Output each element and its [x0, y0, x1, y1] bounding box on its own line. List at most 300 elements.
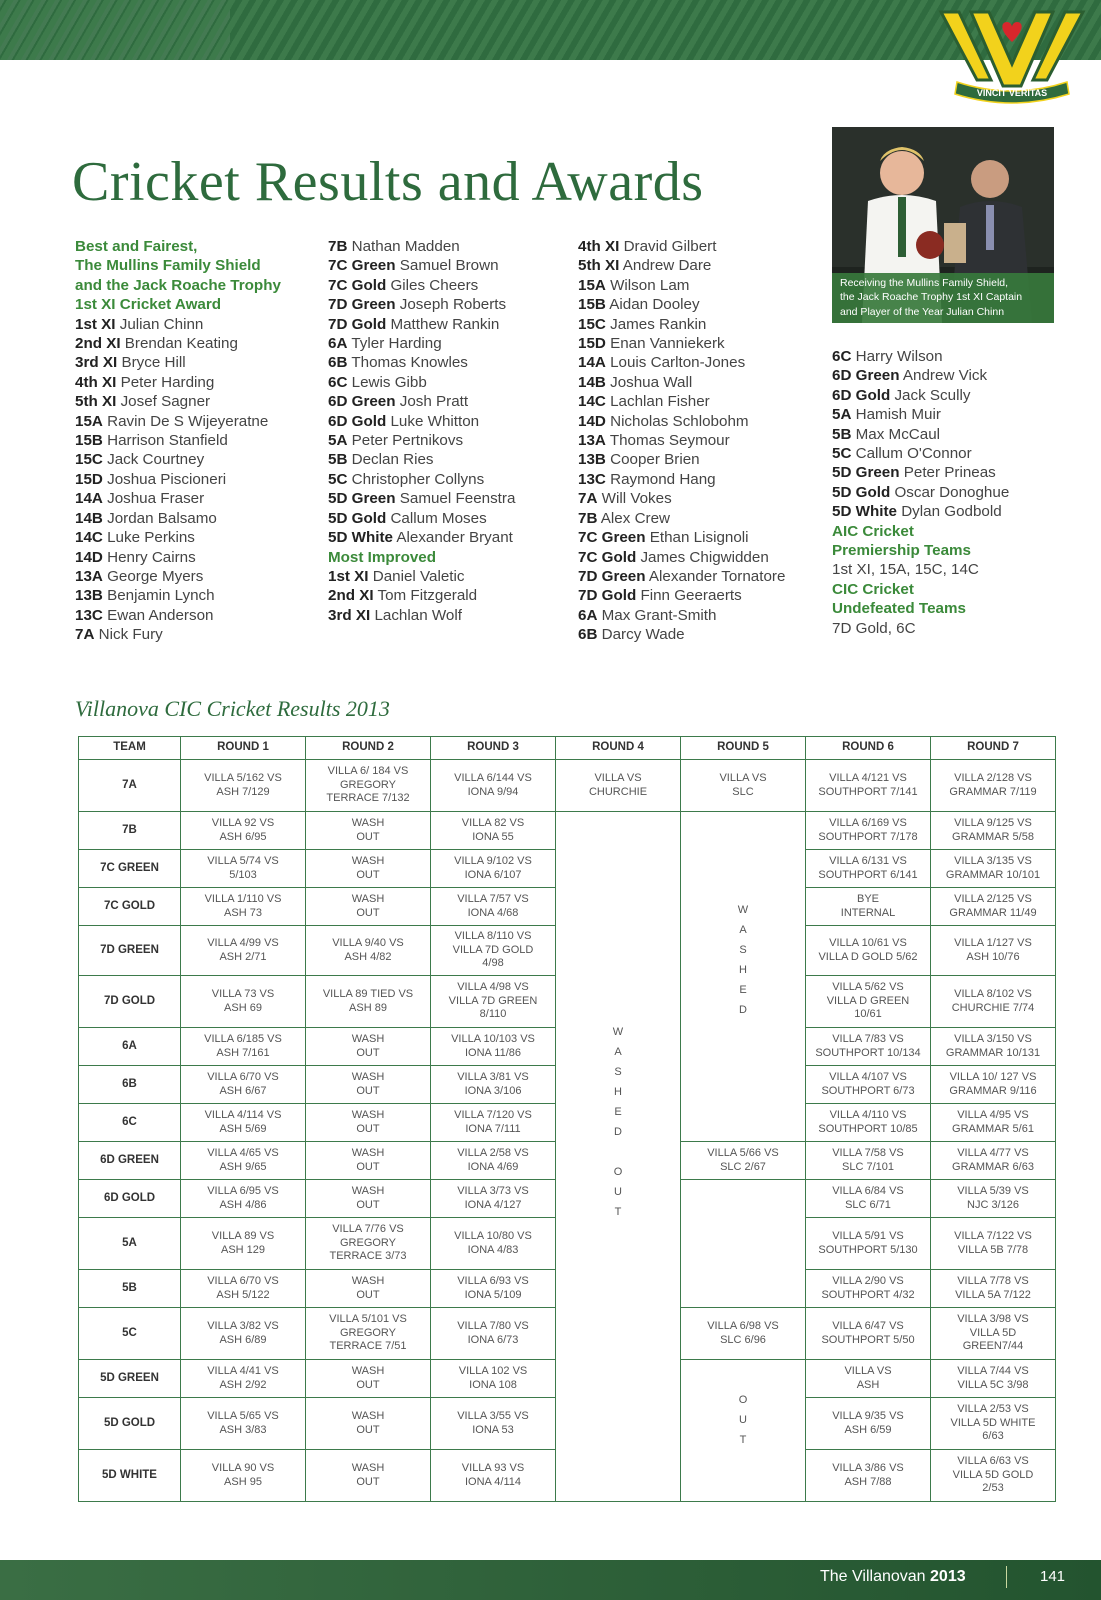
award-name: Callum Moses	[386, 509, 487, 527]
award-team: 5D White	[832, 503, 897, 521]
award-name: Nick Fury	[94, 626, 163, 644]
result-cell: VILLA 6/70 VS ASH 5/122	[181, 1270, 306, 1308]
table-row	[79, 812, 1056, 850]
award-list	[832, 347, 1009, 522]
award-row	[75, 586, 281, 605]
award-row	[75, 431, 281, 450]
award-row	[578, 392, 785, 411]
result-cell: VILLA 4/77 VS GRAMMAR 6/63	[931, 1142, 1056, 1180]
team-cell: 5A	[79, 1218, 181, 1270]
award-name: Dravid Gilbert	[619, 238, 717, 255]
team-cell: 6B	[79, 1066, 181, 1104]
empty-round5-cell	[681, 1180, 806, 1308]
award-name: Harry Wilson	[851, 348, 943, 365]
award-team: 3rd XI	[328, 606, 371, 624]
cic-heading: Undefeated Teams	[832, 600, 966, 618]
result-cell: VILLA 10/103 VS IONA 11/86	[431, 1028, 556, 1066]
award-team: 14A	[75, 490, 103, 508]
column-header: ROUND 7	[931, 737, 1056, 760]
award-list	[75, 315, 281, 645]
award-name: Lachlan Wolf	[370, 606, 462, 624]
aic-heading: AIC Cricket	[832, 522, 914, 540]
result-cell: VILLA 92 VS ASH 6/95	[181, 812, 306, 850]
vertical-letter: H	[614, 1086, 622, 1098]
team-cell: 7D GREEN	[79, 926, 181, 976]
result-cell: VILLA 90 VS ASH 95	[181, 1450, 306, 1502]
result-cell: VILLA 4/121 VS SOUTHPORT 7/141	[806, 760, 931, 812]
award-team: 5D Green	[832, 464, 900, 482]
caption-line: the Jack Roache Trophy 1st XI Captain	[840, 291, 1023, 303]
award-team: 7C Green	[328, 257, 396, 275]
award-name: Peter Prineas	[899, 464, 996, 482]
photo-caption	[832, 273, 1054, 324]
award-name: Tom Fitzgerald	[373, 587, 478, 605]
school-crest-logo	[937, 2, 1087, 106]
column-header: ROUND 6	[806, 737, 931, 760]
team-cell: 5D GREEN	[79, 1360, 181, 1398]
vertical-letter: U	[739, 1414, 747, 1426]
award-team: 7D Gold	[328, 315, 387, 333]
result-cell: VILLA 7/44 VS VILLA 5C 3/98	[931, 1360, 1056, 1398]
award-team: 4th XI	[578, 238, 620, 255]
award-team: 15D	[75, 470, 103, 488]
award-row	[578, 412, 785, 431]
award-name: Aidan Dooley	[605, 296, 700, 314]
result-cell: VILLA 6/169 VS SOUTHPORT 7/178	[806, 812, 931, 850]
award-team: 5B	[832, 425, 852, 443]
result-cell: VILLA 2/90 VS SOUTHPORT 4/32	[806, 1270, 931, 1308]
award-name: Luke Whitton	[386, 412, 480, 430]
result-cell: VILLA 4/95 VS GRAMMAR 5/61	[931, 1104, 1056, 1142]
award-team: 5D Green	[328, 490, 396, 508]
award-name: Samuel Feenstra	[395, 490, 516, 508]
result-cell: VILLA 2/53 VS VILLA 5D WHITE 6/63	[931, 1398, 1056, 1450]
washed-out-round4	[556, 812, 681, 1502]
award-row	[75, 392, 281, 411]
award-team: 6B	[578, 626, 598, 644]
award-name: Hamish Muir	[851, 406, 941, 424]
result-cell: WASH OUT	[306, 1450, 431, 1502]
team-cell: 6C	[79, 1104, 181, 1142]
caption-line: Receiving the Mullins Family Shield,	[840, 276, 1009, 289]
vertical-letter: O	[738, 1394, 748, 1406]
team-cell: 5B	[79, 1270, 181, 1308]
result-cell: VILLA 82 VS IONA 55	[431, 812, 556, 850]
vertical-letter: W	[612, 1026, 624, 1038]
award-team: 14A	[578, 354, 606, 372]
vertical-letter: E	[614, 1106, 622, 1118]
result-cell: VILLA 8/102 VS CHURCHIE 7/74	[931, 976, 1056, 1028]
award-name: Andrew Vick	[899, 367, 988, 385]
award-row	[328, 509, 515, 528]
award-name: Nicholas Schlobohm	[605, 412, 749, 430]
award-team: 5C	[832, 445, 852, 463]
award-team: 7B	[578, 509, 598, 527]
vertical-letter: E	[739, 984, 747, 996]
award-name: George Myers	[102, 567, 204, 585]
award-team: 2nd XI	[75, 335, 121, 353]
result-cell: VILLA 6/93 VS IONA 5/109	[431, 1270, 556, 1308]
team-cell: 7C GREEN	[79, 850, 181, 888]
result-cell: VILLA 7/58 VS SLC 7/101	[806, 1142, 931, 1180]
award-name: Luke Perkins	[102, 529, 195, 547]
page-number: 141	[1040, 1568, 1066, 1585]
award-team: 13B	[578, 451, 606, 469]
award-row	[328, 431, 515, 450]
award-name: Joshua Wall	[605, 373, 693, 391]
award-team: 6D Green	[328, 393, 396, 411]
result-cell: VILLA 3/150 VS GRAMMAR 10/131	[931, 1028, 1056, 1066]
result-cell: VILLA 6/144 VS IONA 9/94	[431, 760, 556, 812]
award-team: 15A	[578, 276, 606, 294]
footer-publication	[820, 1568, 966, 1586]
team-cell: 6A	[79, 1028, 181, 1066]
result-cell: VILLA 2/58 VS IONA 4/69	[431, 1142, 556, 1180]
result-cell: VILLA 7/76 VS GREGORY TERRACE 3/73	[306, 1218, 431, 1270]
result-cell: VILLA 93 VS IONA 4/114	[431, 1450, 556, 1502]
result-cell: VILLA 5/65 VS ASH 3/83	[181, 1398, 306, 1450]
award-name: Lachlan Fisher	[605, 393, 710, 411]
award-team: 6D Gold	[328, 412, 387, 430]
award-team: 7C Gold	[578, 548, 637, 566]
award-team: 5C	[328, 470, 348, 488]
result-cell: VILLA 4/107 VS SOUTHPORT 6/73	[806, 1066, 931, 1104]
result-cell: VILLA VS CHURCHIE	[556, 760, 681, 812]
result-cell: BYE INTERNAL	[806, 888, 931, 926]
award-name: Will Vokes	[597, 490, 672, 508]
result-cell: VILLA 6/131 VS SOUTHPORT 6/141	[806, 850, 931, 888]
award-row	[578, 470, 785, 489]
award-row	[578, 353, 785, 372]
award-list	[328, 237, 515, 548]
result-cell: WASH OUT	[306, 1398, 431, 1450]
result-cell: VILLA 6/185 VS ASH 7/161	[181, 1028, 306, 1066]
award-list	[578, 237, 785, 645]
award-name: Bryce Hill	[117, 354, 186, 372]
award-row	[832, 386, 1009, 405]
result-cell: VILLA 9/125 VS GRAMMAR 5/58	[931, 812, 1056, 850]
result-cell: VILLA 7/57 VS IONA 4/68	[431, 888, 556, 926]
award-name: Ewan Anderson	[102, 606, 214, 624]
result-cell: VILLA 3/86 VS ASH 7/88	[806, 1450, 931, 1502]
award-row	[832, 463, 1009, 482]
result-cell: VILLA VS ASH	[806, 1360, 931, 1398]
result-cell: VILLA 3/73 VS IONA 4/127	[431, 1180, 556, 1218]
award-row	[328, 606, 515, 625]
result-cell: VILLA 89 TIED VS ASH 89	[306, 976, 431, 1028]
result-cell: VILLA 5/66 VS SLC 2/67	[681, 1142, 806, 1180]
aic-teams: 1st XI, 15A, 15C, 14C	[832, 561, 979, 579]
result-cell: VILLA 3/82 VS ASH 6/89	[181, 1308, 306, 1360]
result-cell: VILLA 4/98 VS VILLA 7D GREEN 8/110	[431, 976, 556, 1028]
award-name: Ravin De S Wijeyeratne	[102, 412, 269, 430]
best-fairest-heading: and the Jack Roache Trophy	[75, 276, 281, 294]
award-row	[832, 483, 1009, 502]
award-team: 15B	[578, 296, 606, 314]
award-team: 13C	[578, 470, 606, 488]
award-name: Darcy Wade	[597, 626, 685, 644]
result-cell: VILLA 5/62 VS VILLA D GREEN 10/61	[806, 976, 931, 1028]
award-name: Max Grant-Smith	[597, 606, 717, 624]
award-team: 5D White	[328, 529, 393, 547]
award-team: 7C Green	[578, 529, 646, 547]
award-row	[75, 625, 281, 644]
team-cell: 7D GOLD	[79, 976, 181, 1028]
award-name: Enan Vanniekerk	[605, 335, 725, 353]
award-team: 5D Gold	[328, 509, 387, 527]
column-header: ROUND 4	[556, 737, 681, 760]
cic-heading: CIC Cricket	[832, 580, 914, 598]
result-cell: WASH OUT	[306, 1180, 431, 1218]
result-cell: WASH OUT	[306, 1270, 431, 1308]
award-name: Jordan Balsamo	[102, 509, 217, 527]
result-cell: VILLA 9/35 VS ASH 6/59	[806, 1398, 931, 1450]
award-name: Thomas Seymour	[605, 432, 730, 450]
award-name: Ethan Lisignoli	[645, 529, 749, 547]
award-row	[832, 502, 1009, 521]
award-row	[578, 256, 785, 275]
result-cell: VILLA 3/55 VS IONA 53	[431, 1398, 556, 1450]
header-band	[0, 0, 1101, 60]
header-hatch	[0, 0, 230, 60]
award-name: Louis Carlton-Jones	[605, 354, 746, 372]
result-cell: VILLA 10/61 VS VILLA D GOLD 5/62	[806, 926, 931, 976]
most-improved-heading: Most Improved	[328, 548, 437, 566]
award-team: 6D Green	[832, 367, 900, 385]
award-team: 15C	[75, 451, 103, 469]
award-team: 14D	[75, 548, 103, 566]
award-row	[75, 509, 281, 528]
table-row	[79, 760, 1056, 812]
team-cell: 7A	[79, 760, 181, 812]
award-row	[75, 412, 281, 431]
award-row	[75, 450, 281, 469]
result-cell: VILLA 5/101 VS GREGORY TERRACE 7/51	[306, 1308, 431, 1360]
logo-motto: VINCIT VERITAS	[976, 88, 1048, 98]
award-name: Josh Pratt	[395, 393, 469, 411]
vertical-letter: D	[614, 1126, 622, 1138]
award-row	[328, 450, 515, 469]
result-cell: VILLA 7/78 VS VILLA 5A 7/122	[931, 1270, 1056, 1308]
column-header: ROUND 5	[681, 737, 806, 760]
award-row	[578, 528, 785, 547]
award-team: 14C	[75, 529, 103, 547]
vertical-letter: A	[739, 924, 747, 936]
award-name: Callum O'Connor	[851, 445, 972, 463]
result-cell: VILLA 73 VS ASH 69	[181, 976, 306, 1028]
award-name: Lewis Gibb	[347, 373, 427, 391]
result-cell: WASH OUT	[306, 1142, 431, 1180]
award-row	[328, 567, 515, 586]
award-name: Joshua Fraser	[102, 490, 205, 508]
award-team: 6A	[578, 606, 598, 624]
cic-teams: 7D Gold, 6C	[832, 619, 916, 637]
column-header: ROUND 2	[306, 737, 431, 760]
award-row	[328, 586, 515, 605]
award-team: 3rd XI	[75, 354, 118, 372]
result-cell: VILLA 5/39 VS NJC 3/126	[931, 1180, 1056, 1218]
award-row	[578, 431, 785, 450]
result-cell: VILLA 6/98 VS SLC 6/96	[681, 1308, 806, 1360]
vertical-letter: T	[614, 1206, 622, 1218]
award-name: James Chigwidden	[636, 548, 769, 566]
vertical-letter: D	[739, 1004, 747, 1016]
award-name: Peter Harding	[116, 373, 215, 391]
award-row	[832, 425, 1009, 444]
award-team: 13A	[75, 567, 103, 585]
award-name: Matthew Rankin	[386, 315, 500, 333]
results-table	[78, 736, 1056, 1502]
award-row	[75, 606, 281, 625]
result-cell: WASH OUT	[306, 1028, 431, 1066]
award-name: Christopher Collyns	[347, 470, 485, 488]
award-name: Raymond Hang	[605, 470, 716, 488]
team-cell: 7B	[79, 812, 181, 850]
team-cell: 5C	[79, 1308, 181, 1360]
award-row	[832, 366, 1009, 385]
column-header: TEAM	[79, 737, 181, 760]
result-cell: VILLA 4/99 VS ASH 2/71	[181, 926, 306, 976]
result-cell: VILLA 5/74 VS 5/103	[181, 850, 306, 888]
vertical-letter: A	[614, 1046, 622, 1058]
vertical-letter: O	[613, 1166, 623, 1178]
result-cell: VILLA 9/102 VS IONA 6/107	[431, 850, 556, 888]
award-row	[75, 528, 281, 547]
award-team: 2nd XI	[328, 587, 374, 605]
award-row	[328, 315, 515, 334]
result-cell: VILLA 8/110 VS VILLA 7D GOLD 4/98	[431, 926, 556, 976]
aic-heading: Premiership Teams	[832, 542, 972, 560]
award-name: Henry Cairns	[102, 548, 196, 566]
award-row	[328, 256, 515, 275]
award-name: Thomas Knowles	[347, 354, 468, 372]
award-row	[328, 334, 515, 353]
result-cell: VILLA 4/110 VS SOUTHPORT 10/85	[806, 1104, 931, 1142]
out-round5	[681, 1360, 806, 1502]
award-row	[328, 295, 515, 314]
award-team: 15A	[75, 412, 103, 430]
award-name: James Rankin	[605, 315, 707, 333]
award-row	[328, 489, 515, 508]
result-cell: VILLA 3/81 VS IONA 3/106	[431, 1066, 556, 1104]
award-team: 14B	[578, 373, 606, 391]
award-row	[832, 405, 1009, 424]
award-name: Brendan Keating	[120, 335, 238, 353]
result-cell: VILLA 7/120 VS IONA 7/111	[431, 1104, 556, 1142]
award-name: Nathan Madden	[347, 238, 460, 255]
award-team: 7A	[578, 490, 598, 508]
awards-column-1	[75, 237, 281, 645]
result-cell: VILLA 5/162 VS ASH 7/129	[181, 760, 306, 812]
result-cell: VILLA 7/80 VS IONA 6/73	[431, 1308, 556, 1360]
award-row	[328, 373, 515, 392]
team-cell: 7C GOLD	[79, 888, 181, 926]
award-row	[578, 276, 785, 295]
results-table-title: Villanova CIC Cricket Results 2013	[75, 696, 390, 721]
award-row	[328, 353, 515, 372]
result-cell: VILLA 9/40 VS ASH 4/82	[306, 926, 431, 976]
award-name: Max McCaul	[851, 425, 941, 443]
awards-column-3	[578, 237, 785, 645]
vertical-letter: U	[614, 1186, 622, 1198]
award-name: Oscar Donoghue	[890, 483, 1010, 501]
washed-round5	[681, 812, 806, 1142]
award-team: 7B	[328, 238, 348, 255]
award-name: Josef Sagner	[116, 393, 211, 411]
award-photo	[832, 127, 1054, 323]
award-row	[75, 470, 281, 489]
award-row	[578, 586, 785, 605]
award-team: 13A	[578, 432, 606, 450]
award-team: 14D	[578, 412, 606, 430]
award-row	[578, 509, 785, 528]
result-cell: VILLA 4/114 VS ASH 5/69	[181, 1104, 306, 1142]
result-cell: VILLA 89 VS ASH 129	[181, 1218, 306, 1270]
award-row	[75, 315, 281, 334]
column-header: ROUND 1	[181, 737, 306, 760]
award-name: Andrew Dare	[619, 257, 712, 275]
award-row	[328, 412, 515, 431]
result-cell: VILLA 102 VS IONA 108	[431, 1360, 556, 1398]
award-row	[578, 315, 785, 334]
award-name: Jack Scully	[890, 386, 971, 404]
result-cell: VILLA 6/ 184 VS GREGORY TERRACE 7/132	[306, 760, 431, 812]
result-cell: VILLA 5/91 VS SOUTHPORT 5/130	[806, 1218, 931, 1270]
team-cell: 6D GREEN	[79, 1142, 181, 1180]
vertical-letter: S	[739, 944, 747, 956]
award-row	[578, 606, 785, 625]
award-name: Samuel Brown	[395, 257, 499, 275]
result-cell: VILLA 1/110 VS ASH 73	[181, 888, 306, 926]
award-name: Giles Cheers	[386, 276, 479, 294]
award-team: 6A	[328, 335, 348, 353]
award-team: 5A	[328, 432, 348, 450]
table-header-row	[79, 737, 1056, 760]
award-name: Cooper Brien	[605, 451, 700, 469]
result-cell: WASH OUT	[306, 888, 431, 926]
result-cell: WASH OUT	[306, 1066, 431, 1104]
award-row	[578, 295, 785, 314]
award-team: 5th XI	[75, 393, 117, 411]
award-row	[832, 444, 1009, 463]
vertical-letter: S	[614, 1066, 622, 1078]
award-row	[75, 489, 281, 508]
award-team: 6C	[328, 373, 348, 391]
award-row	[578, 567, 785, 586]
footer-year: 2013	[930, 1568, 966, 1585]
award-row	[328, 276, 515, 295]
award-name: Daniel Valetic	[368, 567, 465, 585]
award-name: Jack Courtney	[102, 451, 205, 469]
result-cell: VILLA 7/122 VS VILLA 5B 7/78	[931, 1218, 1056, 1270]
result-cell: VILLA 10/80 VS IONA 4/83	[431, 1218, 556, 1270]
result-cell: VILLA 2/125 VS GRAMMAR 11/49	[931, 888, 1056, 926]
award-name: Alexander Bryant	[392, 529, 513, 547]
result-cell: VILLA 10/ 127 VS GRAMMAR 9/116	[931, 1066, 1056, 1104]
award-team: 7D Green	[328, 296, 396, 314]
award-team: 13C	[75, 606, 103, 624]
column-header: ROUND 3	[431, 737, 556, 760]
award-team: 14B	[75, 509, 103, 527]
result-cell: VILLA 4/41 VS ASH 2/92	[181, 1360, 306, 1398]
vertical-letter: H	[739, 964, 747, 976]
page-title: Cricket Results and Awards	[72, 151, 704, 213]
award-team: 13B	[75, 587, 103, 605]
best-fairest-heading: The Mullins Family Shield	[75, 257, 261, 275]
awards-column-4	[832, 347, 1009, 638]
award-row	[75, 548, 281, 567]
award-team: 15D	[578, 335, 606, 353]
